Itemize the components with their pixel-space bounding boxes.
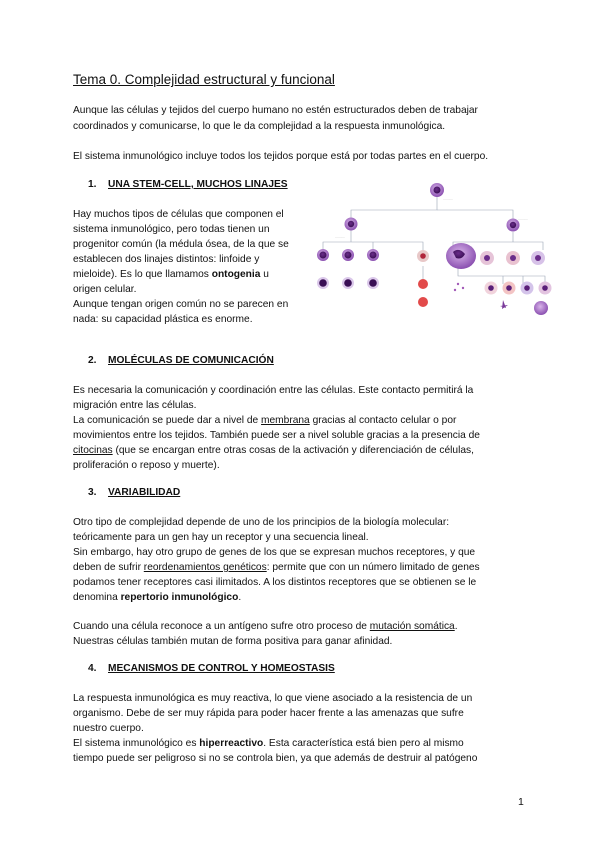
section-3-heading: VARIABILIDAD bbox=[108, 487, 181, 498]
section-2-line: movimientos entre los tejidos. También puede ser a nivel soluble gracias a la presencia de bbox=[73, 430, 480, 441]
section-1-line: mieloide). Es lo que llamamos ontogenia u bbox=[73, 269, 269, 280]
section-4-line: organismo. Debe de ser muy rápida para poder hacer frente a las amenazas que sufre bbox=[73, 708, 464, 719]
section-2-line: migración entre las células. bbox=[73, 400, 197, 411]
section-1-line: progenitor común (la médula ósea, de la que se bbox=[73, 239, 289, 250]
section-2-number: 2. bbox=[88, 355, 97, 366]
section-3-line: podamos tener receptores casi ilimitados. A los distintos receptores que se obtienen se le bbox=[73, 577, 477, 588]
intro-line: El sistema inmunológico incluye todos los tejidos porque está por todas partes en el cuerpo. bbox=[73, 151, 489, 162]
section-2-line: citocinas (que se encargan entre otras cosas de la activación y diferenciación de células, bbox=[73, 445, 474, 456]
section-3-line: Sin embargo, hay otro grupo de genes de los que se expresan muchos receptores, y que bbox=[73, 547, 476, 558]
section-4-line: nuestro cuerpo. bbox=[73, 723, 144, 734]
section-4-line: La respuesta inmunológica es muy reactiva, lo que viene asociado a la resistencia de un bbox=[73, 693, 473, 704]
section-1-line: nada: su capacidad plástica es enorme. bbox=[73, 314, 253, 325]
section-1-line: origen celular. bbox=[73, 284, 137, 295]
section-1-heading: UNA STEM-CELL, MUCHOS LINAJES bbox=[108, 179, 288, 190]
section-3-line: deben de sufrir reordenamientos genéticos: permite que con un número limitado de genes bbox=[73, 562, 480, 573]
svg-text:··········: ·········· bbox=[335, 235, 345, 239]
section-1-line: establecen dos linajes distintos: linfoide y bbox=[73, 254, 260, 265]
section-3-line: Nuestras células también mutan de forma positiva para ganar afinidad. bbox=[73, 636, 393, 647]
svg-text:··········: ·········· bbox=[443, 197, 453, 201]
intro-line: Aunque las células y tejidos del cuerpo humano no estén estructurados deben de trabajar bbox=[73, 105, 478, 116]
section-4-line: El sistema inmunológico es hiperreactivo. Esta característica está bien pero al mismo bbox=[73, 738, 464, 749]
section-3-line: Cuando una célula reconoce a un antígeno sufre otro proceso de mutación somática. bbox=[73, 621, 458, 632]
section-1-line: sistema inmunológico, pero todas tienen un bbox=[73, 224, 270, 235]
section-3-line: Otro tipo de complejidad depende de uno de los principios de la biología molecular: bbox=[73, 517, 450, 528]
section-3-number: 3. bbox=[88, 487, 97, 498]
section-2-line: La comunicación se puede dar a nivel de membrana gracias al contacto celular o por bbox=[73, 415, 457, 426]
section-1-line: Aunque tengan origen común no se parecen en bbox=[73, 299, 289, 310]
section-1-line: Hay muchos tipos de células que componen el bbox=[73, 209, 284, 220]
section-4-heading: MECANISMOS DE CONTROL Y HOMEOSTASIS bbox=[108, 663, 335, 674]
section-3-line: denomina repertorio inmunológico. bbox=[73, 592, 242, 603]
section-4-line: tiempo puede ser peligroso si no se controla bien, ya que además de destruir al patógeno bbox=[73, 753, 478, 764]
page-number: 1 bbox=[518, 796, 524, 808]
cell-icon bbox=[317, 183, 552, 315]
cell-lineage-diagram bbox=[313, 180, 558, 322]
section-4-number: 4. bbox=[88, 663, 97, 674]
page-title: Tema 0. Complejidad estructural y funcional bbox=[73, 72, 335, 87]
intro-line: coordinados y comunicarse, lo que le da complejidad a la respuesta inmunológica. bbox=[73, 121, 446, 132]
section-3-line: teóricamente para un gen hay un receptor y una secuencia lineal. bbox=[73, 532, 369, 543]
svg-text:··········: ·········· bbox=[518, 217, 528, 221]
section-2-line: Es necesaria la comunicación y coordinación entre las células. Este contacto permitirá la bbox=[73, 385, 474, 396]
section-1-number: 1. bbox=[88, 179, 97, 190]
section-2-line: proliferación o reposo y muerte). bbox=[73, 460, 220, 471]
section-2-heading: MOLÉCULAS DE COMUNICACIÓN bbox=[108, 355, 274, 366]
